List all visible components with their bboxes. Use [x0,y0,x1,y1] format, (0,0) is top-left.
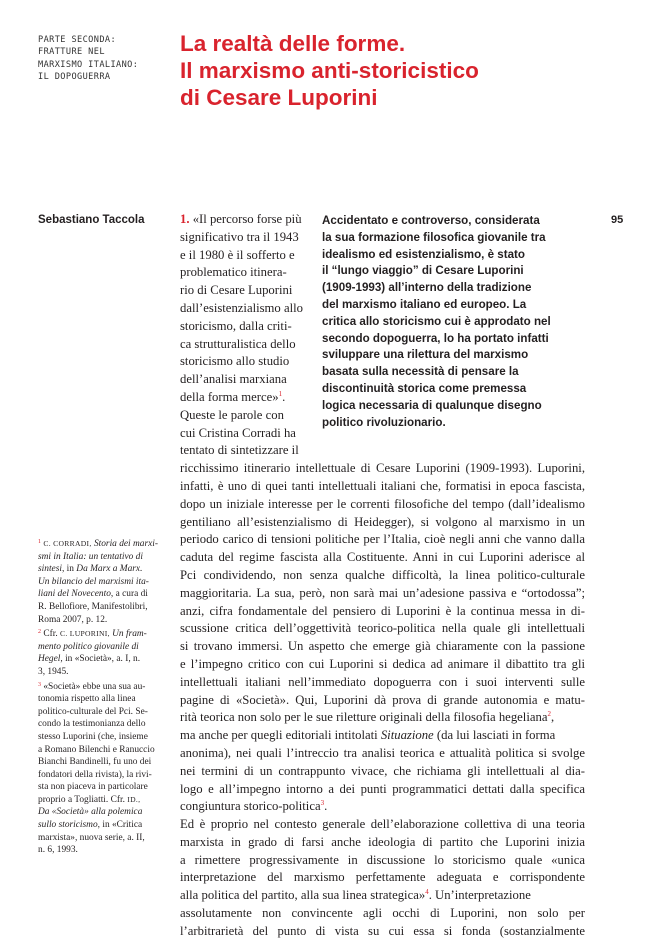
footnote-line: tonomia rispetto alla linea [38,694,136,705]
page-number: 95 [611,214,624,226]
footnote-line: condo la testimonianza dello [38,719,146,730]
body-line: Ed è proprio nel contesto generale dell’elaborazione collettiva di una teoria [180,817,585,832]
footnotes [38,536,168,857]
footnote-line: Da «Società» alla polemica [38,807,143,818]
body-line: si trovano immersi. Un aspetto che emerge già chiaramente con la passione [180,639,585,654]
footnote-number: 2 [38,629,41,636]
footnote-number: 3 [38,681,41,688]
body-line: dall’esistenzialismo allo [180,300,303,315]
footnote-line: $^2$ Cfr. C. LUPORINI, Un fram- [38,629,147,640]
author-name: Sebastiano Taccola [38,214,145,226]
footnote-line: liani del Novecento, a cura di [38,589,148,600]
abstract-line: politico rivoluzionario. [322,415,446,429]
footnote-line: Un bilancio del marxismi ita- [38,576,149,587]
body-line: nei termini di un contrappunto vivace, che richiama gli intellettuali al dia- [180,763,585,778]
footnote-line: R. Bellofiore, Manifestolibri, [38,601,148,612]
body-line: rità teorica non solo per le sue riletture originali della filosofia hegeliana$^2$, [180,710,555,725]
footnote-line: 3, 1945. [38,666,69,677]
body-line: Queste le parole con [180,407,284,422]
body-line: pagine di «Società». Qui, Luporini dà prova di grande autonomia e matu- [180,692,585,707]
abstract-line: discontinuità storica come premessa [322,381,527,395]
body-line: anonima), nei quali l’intreccio tra analisi teorica e attualità politica si svolge [180,745,585,760]
body-line: a rimettere progressivamente in discussione lo storicismo quale «unica [180,852,585,867]
footnote-line: stesso Luporini (che, insieme [38,731,148,742]
body-line: caduta del regime fascista alla Costituente. Anni in cui Luporini aderisce al [180,550,585,565]
footnote-line: sta non piaceva in particolare [38,782,148,793]
body-line: storicismo allo studio [180,354,290,369]
footnote-line: a Romano Bilenchi e Ranuccio [38,744,155,755]
body-line: e il 1980 è il sofferto e [180,247,295,262]
body-text [180,211,585,941]
body-line: maggioritaria. La sua, però, non sarà mai un’adesione passiva e “ortodossa”; [180,585,585,600]
footnote-line: smi in Italia: un tentativo di [38,551,143,562]
abstract-line: la sua formazione filosofica giovanile tra [322,230,546,244]
abstract-line: logica necessaria di qualunque disegno [322,398,542,412]
footnote-line: marxista», nuova serie, a. II, [38,832,145,843]
body-line: significativo tra il 1943 [180,229,299,244]
footnote-ref[interactable]: 4 [425,888,429,897]
footnote-line: mento politico giovanile di [38,641,139,652]
body-line: della forma merce»$^1$. [180,389,286,404]
footnote-line: $^3$ «Società» ebbe una sua au- [38,681,146,692]
body-line: anzi, cifra fondamentale del pensiero di Luporini è la continua messa in di- [180,603,585,618]
footnote-line: n. 6, 1993. [38,845,78,856]
body-line: logo e all’impegno intorno a dei punti programmatici dettati dalla specifica [180,781,585,796]
body-line: ricchissimo itinerario intellettuale di Cesare Luporini (1909-1993). Luporini, [180,461,585,476]
footnote-ref[interactable]: 1 [278,389,283,398]
body-line: problematico itinera- [180,265,287,280]
section-number: 1. [180,212,190,226]
abstract-line: (1909-1993) all’interno della tradizione [322,281,532,295]
footnote-line: Roma 2007, p. 12. [38,614,108,625]
footnote-line: Bianchi Bandinelli, fu uno dei [38,757,152,768]
body-line: dell’analisi marxiana [180,372,287,387]
body-line: periodo carico di tensioni politiche per l’Italia, cioè negli anni che vanno dalla [180,532,585,547]
footnote-line: sintesi, in Da Marx a Marx. [38,564,143,575]
footnote-line: politico-culturale del Pci. Se- [38,706,148,717]
body-line: marxista in grado di farsi anche ideologia di partito che Luporini inizia [180,834,585,849]
body-line: congiuntura storico-politica$^3$. [180,799,328,814]
footnote-line: $^1$ C. CORRADI, Storia dei marxi- [38,539,158,549]
abstract-line: idealismo ed esistenzialismo, è stato [322,247,525,261]
abstract-line: critica allo storicismo cui è approdato nel [322,314,551,328]
body-line: gentiliano all’esistenzialismo di Heidegger), si volgono al marxismo in un [180,514,585,529]
abstract-line: basata sulla necessità di pensare la [322,365,519,379]
footnote-number: 1 [38,539,41,545]
body-line: intellettuali italiani nell’immediato dopoguerra con i suoi interventi sulle [180,674,585,689]
footnote-ref[interactable]: 2 [547,710,551,719]
footnote-line: Hegel, in «Società», a. I, n. [38,654,141,665]
body-line: ca strutturalistica dello [180,336,296,351]
footnote-ref[interactable]: 3 [320,799,325,808]
section-label: PARTE SECONDA: FRATTURE NEL MARXISMO ITALIANO: IL DOPOGUERRA [38,35,139,83]
footnote-line: proprio a Togliatti. Cfr. ID., [38,794,141,805]
abstract-line: il “lungo viaggio” di Cesare Luporini [322,264,524,278]
body-line: l’arbitrarietà del punto di vista su cui essa si fonda (sostanzialmente [180,923,585,938]
body-line: storicismo, dalla criti- [180,318,292,333]
body-line: rio di Cesare Luporini [180,283,293,298]
article-title: La realtà delle forme. Il marxismo anti-storicistico di Cesare Luporini [180,31,479,110]
body-line: infatti, è uno di quei tanti intellettuali italiani che, formatisi in epoca fascista, [180,478,585,493]
body-line: alla politica del partito, alla sua linea strategica»$^4$. Un’interpretazione [180,888,531,903]
body-line: 1. «Il percorso forse più [180,212,302,226]
abstract-line: secondo dopoguerra, lo ha portato infatti [322,331,549,345]
body-line: assolutamente non convincente agli occhi di Luporini, non solo per [180,906,585,921]
abstract-line: del marxismo italiano ed europeo. La [322,297,527,311]
body-line: interpretazione del marxismo perfettamente adeguata e corrispondente [180,870,585,885]
body-line: ma anche per quegli editoriali intitolati Situazione (da lui lasciati in forma [180,728,556,743]
body-line: Pci condividendo, non senza qualche difficoltà, la linea politico-culturale [180,567,585,582]
body-line: cui Cristina Corradi ha [180,425,296,440]
abstract-line: sviluppare una rilettura del marxismo [322,348,529,362]
body-line: scussione critica dell’oggettività teorico-politica nella quale gli intellettuali [180,621,585,636]
abstract-line: Accidentato e controverso, considerata [322,214,540,227]
body-line: tentato di sintetizzare il [180,443,299,458]
body-line: dopo un iniziale interesse per le correnti filosofiche del tempo (dall’idealismo [180,496,585,511]
body-line: e l’impegno critico con cui Luporini si dedica ad animare il dibattito tra gli [180,656,585,671]
footnote-line: sullo storicismo, in «Critica [38,820,143,831]
footnote-line: fondatori della rivista), la rivi- [38,769,152,780]
